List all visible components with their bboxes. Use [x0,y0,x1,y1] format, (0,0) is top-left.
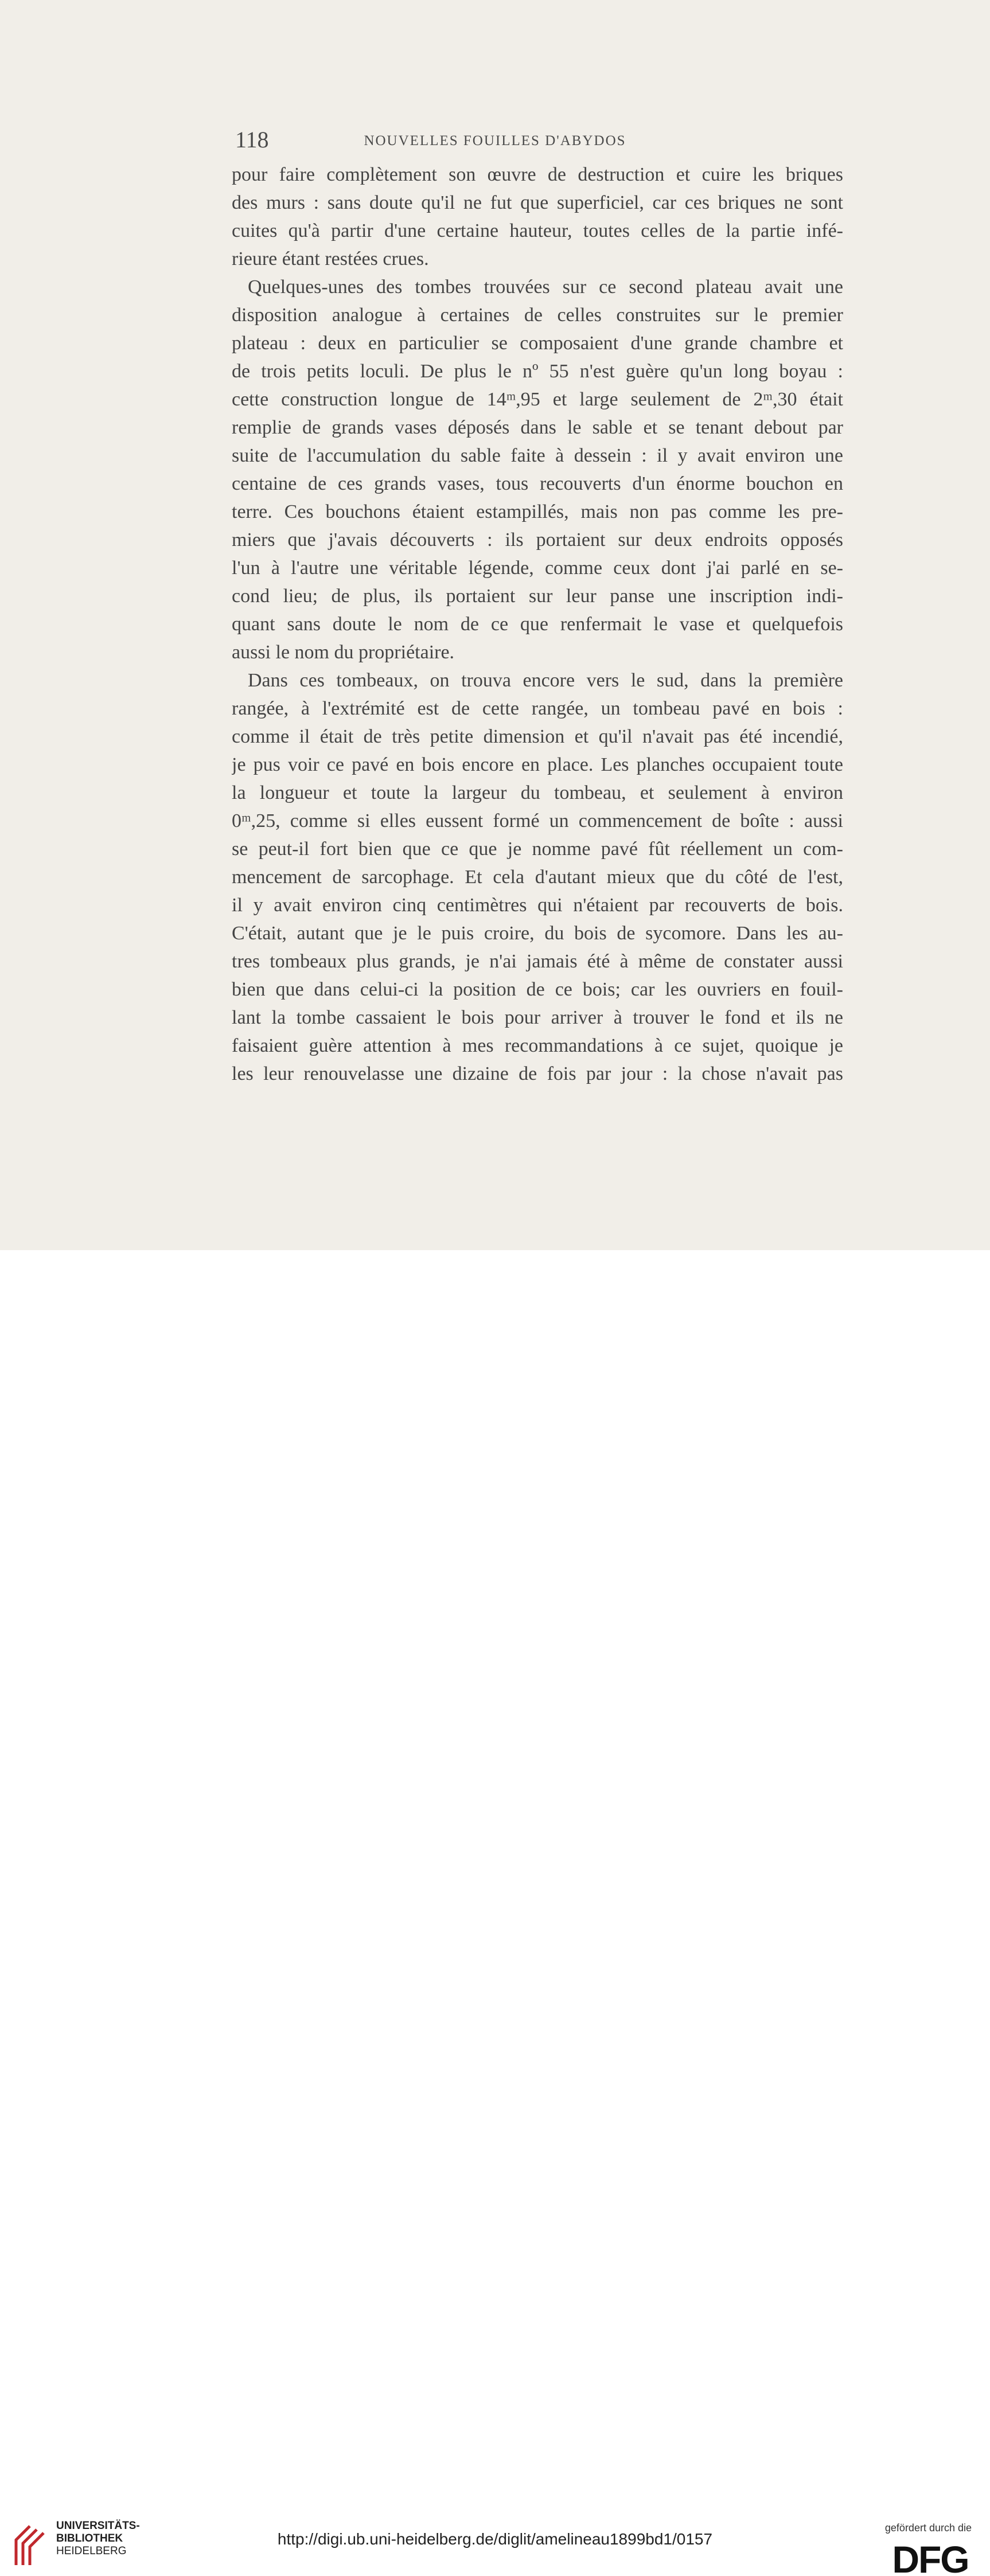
text-line: suite de l'accumulation du sable faite à dessein : il y avait environ une [232,445,843,466]
text-line: aussi le nom du propriétaire. [232,642,455,663]
text-line: des murs : sans doute qu'il ne fut que superficiel, car ces briques ne sont [232,192,843,213]
text-line: faisaient guère attention à mes recommandations à ce sujet, quoique je [232,1035,843,1056]
page-number: 118 [235,127,269,153]
text-line: rieure étant restées crues. [232,248,429,270]
text-line: comme il était de très petite dimension et qu'il n'avait pas été incendié, [232,726,843,747]
text-line: plateau : deux en particulier se composaient d'une grande chambre et [232,333,843,354]
text-line: l'un à l'autre une véritable légende, comme ceux dont j'ai parlé en se- [232,557,843,579]
text-line: bien que dans celui-ci la position de ce bois; car les ouvriers en fouil- [232,979,843,1000]
text-line: rangée, à l'extrémité est de cette rangée, un tombeau pavé en bois : [232,698,843,719]
text-line: cond lieu; de plus, ils portaient sur leur panse une inscription indi- [232,586,843,607]
text-line: 0ᵐ,25, comme si elles eussent formé un commencement de boîte : aussi [232,810,843,832]
scanned-page [0,0,990,1250]
text-line: je pus voir ce pavé en bois encore en place. Les planches occupaient toute [232,754,843,775]
dfg-logo-text: DFG [892,2542,969,2576]
text-line: les leur renouvelasse une dizaine de fois par jour : la chose n'avait pas [232,1063,843,1084]
library-name-line: HEIDELBERG [56,2545,127,2557]
library-name-line: UNIVERSITÄTS- [56,2520,140,2532]
text-line: de trois petits loculi. De plus le nº 55 n'est guère qu'un long boyau : [232,361,843,382]
library-name-line: BIBLIOTHEK [56,2532,123,2544]
text-line: miers que j'avais découverts : ils portaient sur deux endroits opposés [232,529,843,551]
text-line: Quelques-unes des tombes trouvées sur ce second plateau avait une [248,276,843,298]
text-line: tres tombeaux plus grands, je n'ai jamais été à même de constater aussi [232,951,843,972]
funding-caption: gefördert durch die [884,2522,972,2534]
text-line: la longueur et toute la largeur du tombeau, et seulement à environ [232,782,843,803]
text-line: mencement de sarcophage. Et cela d'autant mieux que du côté de l'est, [232,867,843,888]
text-line: quant sans doute le nom de ce que renfermait le vase et quelquefois [232,614,843,635]
text-line: il y avait environ cinq centimètres qui n'étaient par recouverts de bois. [232,895,843,916]
text-line: se peut-il fort bien que ce que je nomme pavé fût réellement un com- [232,838,843,860]
text-line: pour faire complètement son œuvre de destruction et cuire les briques [232,164,843,185]
text-line: centaine de ces grands vases, tous recouverts d'un énorme bouchon en [232,473,843,494]
text-line: terre. Ces bouchons étaient estampillés, mais non pas comme les pre- [232,501,843,522]
text-line: remplie de grands vases déposés dans le sable et se tenant debout par [232,417,843,438]
text-line: disposition analogue à certaines de celles construites sur le premier [232,305,843,326]
text-line: cette construction longue de 14ᵐ,95 et large seulement de 2ᵐ,30 était [232,389,843,410]
running-head: NOUVELLES FOUILLES D'ABYDOS [364,133,626,149]
text-line: lant la tombe cassaient le bois pour arriver à trouver le fond et ils ne [232,1007,843,1028]
text-line: Dans ces tombeaux, on trouva encore vers le sud, dans la première [248,670,843,691]
footer-bar [0,1250,990,2576]
body-text [232,161,843,1088]
text-line: cuites qu'à partir d'une certaine hauteur, toutes celles de la partie infé- [232,220,843,241]
source-url-link[interactable]: http://digi.ub.uni-heidelberg.de/diglit/amelineau1899bd1/0157 [277,2530,713,2548]
dfg-logo-icon [882,2542,979,2576]
text-line: C'était, autant que je le puis croire, du bois de sycomore. Dans les au- [232,923,843,944]
